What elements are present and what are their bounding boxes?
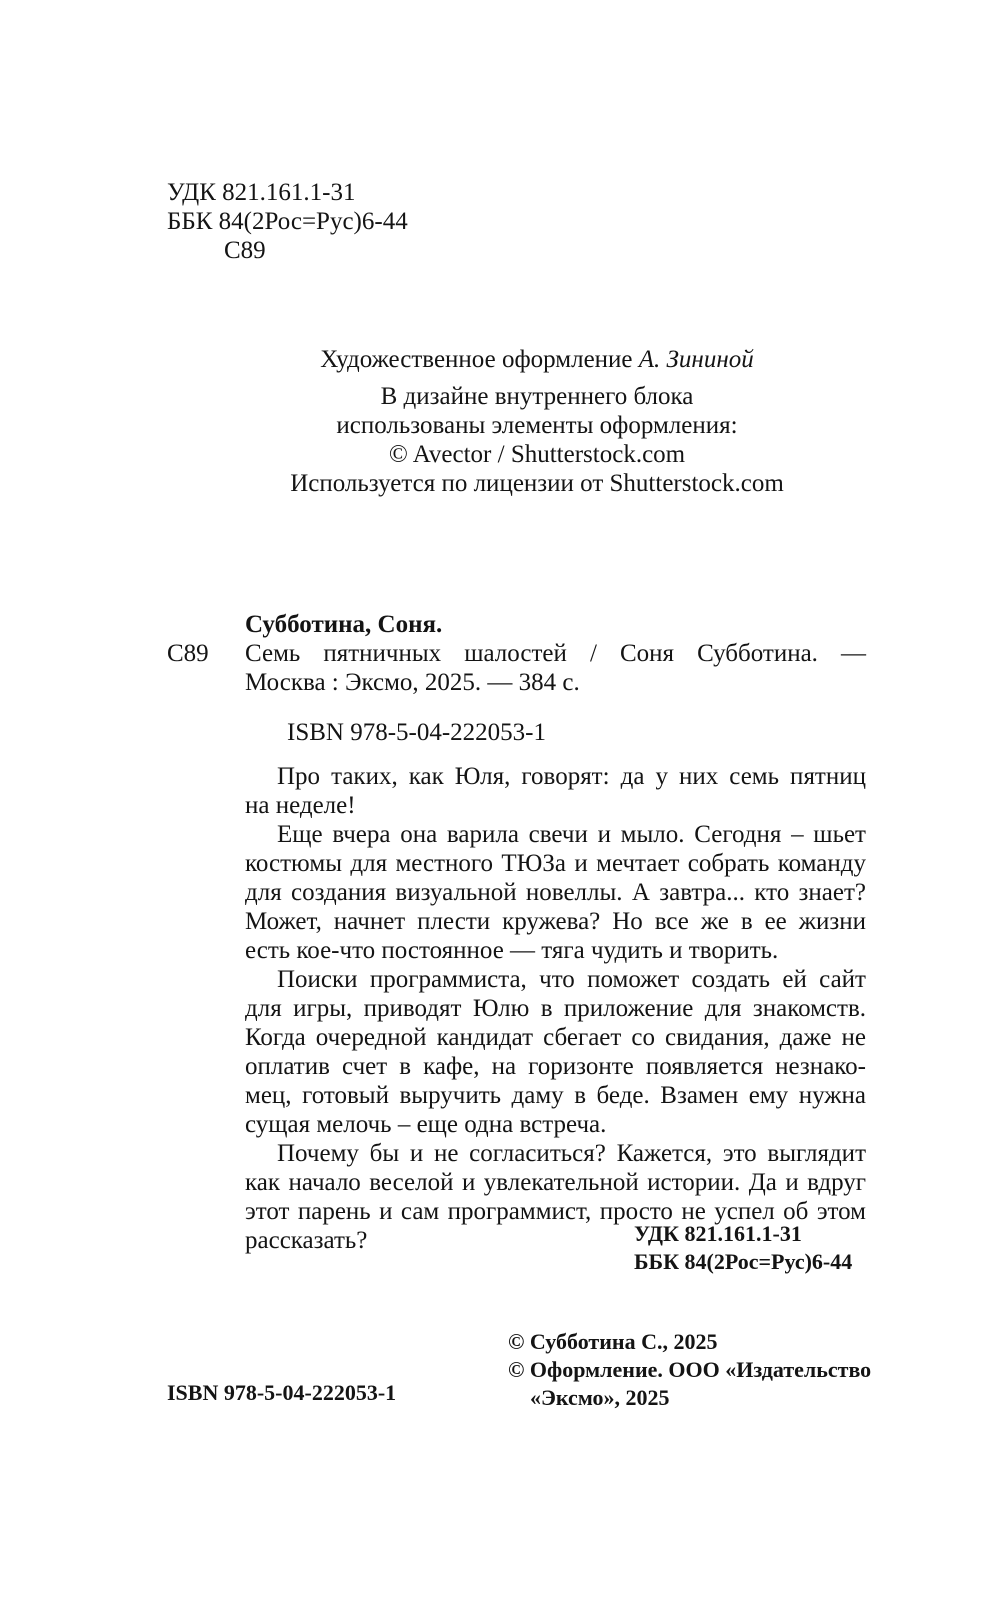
udk-code: УДК 821.161.1-31 [167, 179, 356, 206]
catalog-title-line: Семь пятничных шалостей / Соня Субботина. — [245, 640, 866, 667]
annotation [245, 762, 866, 1255]
annotation-line: оплатив счет в кафе, на горизонте появляется незнако- [245, 1053, 866, 1080]
bottom-bbk-code: ББК 84(2Рос=Рус)6-44 [634, 1249, 853, 1274]
catalog-isbn: ISBN 978-5-04-222053-1 [287, 719, 547, 746]
annotation-line: рассказать? [245, 1227, 368, 1254]
design-note-line-4: Используется по лицензии от Shutterstock.com [290, 470, 784, 497]
design-note-line-3: © Avector / Shutterstock.com [388, 441, 686, 468]
annotation-line: есть кое-что постоянное — тяга чудить и творить. [245, 937, 779, 964]
annotation-line: Может, начнет плести кружева? Но все же в ее жизни [245, 908, 866, 935]
annotation-line: для игры, приводят Юлю в приложение для знакомств. [245, 995, 866, 1022]
copyright-design: © Оформление. ООО «Издательство [508, 1357, 872, 1382]
annotation-line: этот парень и сам программист, просто не успел об этом [245, 1198, 866, 1225]
annotation-line: мец, готовый выручить даму в беде. Взамен ему нужна [245, 1082, 866, 1109]
author-sign: С89 [224, 237, 266, 264]
annotation-line: на неделе! [245, 792, 356, 819]
catalog-author-sign: С89 [167, 640, 209, 667]
design-credits [200, 345, 874, 498]
design-note-line-1: В дизайне внутреннего блока [380, 383, 694, 410]
copyright-block [508, 1328, 871, 1412]
art-designer-name: А. Зининой [638, 346, 754, 373]
annotation-line: Почему бы и не согласиться? Кажется, это выглядит [277, 1140, 866, 1167]
bottom-classification-codes [634, 1220, 852, 1276]
bottom-isbn: ISBN 978-5-04-222053-1 [167, 1380, 397, 1405]
annotation-line: для создания визуальной новеллы. А завтра... кто знает? [245, 879, 866, 906]
annotation-line: Когда очередной кандидат сбегает со свидания, даже не [245, 1024, 866, 1051]
catalog-author: Субботина, Соня. [245, 611, 443, 638]
annotation-line: Еще вчера она варила свечи и мыло. Сегодня – шьет [277, 821, 866, 848]
top-classification-codes [167, 178, 408, 265]
art-design-credit [200, 345, 874, 374]
annotation-line: как начало веселой и увлекательной истории. Да и вдруг [245, 1169, 866, 1196]
design-note-line-2: использованы элементы оформления: [336, 412, 738, 439]
annotation-line: сущая мелочь – еще одна встреча. [245, 1111, 607, 1138]
bottom-udk-code: УДК 821.161.1-31 [634, 1221, 802, 1246]
annotation-line: Про таких, как Юля, говорят: да у них семь пятниц [277, 763, 866, 790]
annotation-line: костюмы для местного ТЮЗа и мечтает собрать команду [245, 850, 866, 877]
annotation-line: Поиски программиста, что поможет создать ей сайт [277, 966, 866, 993]
art-design-label: Художественное оформление [320, 346, 639, 373]
copyright-publisher: «Эксмо», 2025 [530, 1385, 670, 1410]
catalog-publisher-line: Москва : Эксмо, 2025. — 384 с. [245, 669, 580, 696]
copyright-author: © Субботина С., 2025 [508, 1329, 718, 1354]
bbk-code: ББК 84(2Рос=Рус)6-44 [167, 208, 408, 235]
